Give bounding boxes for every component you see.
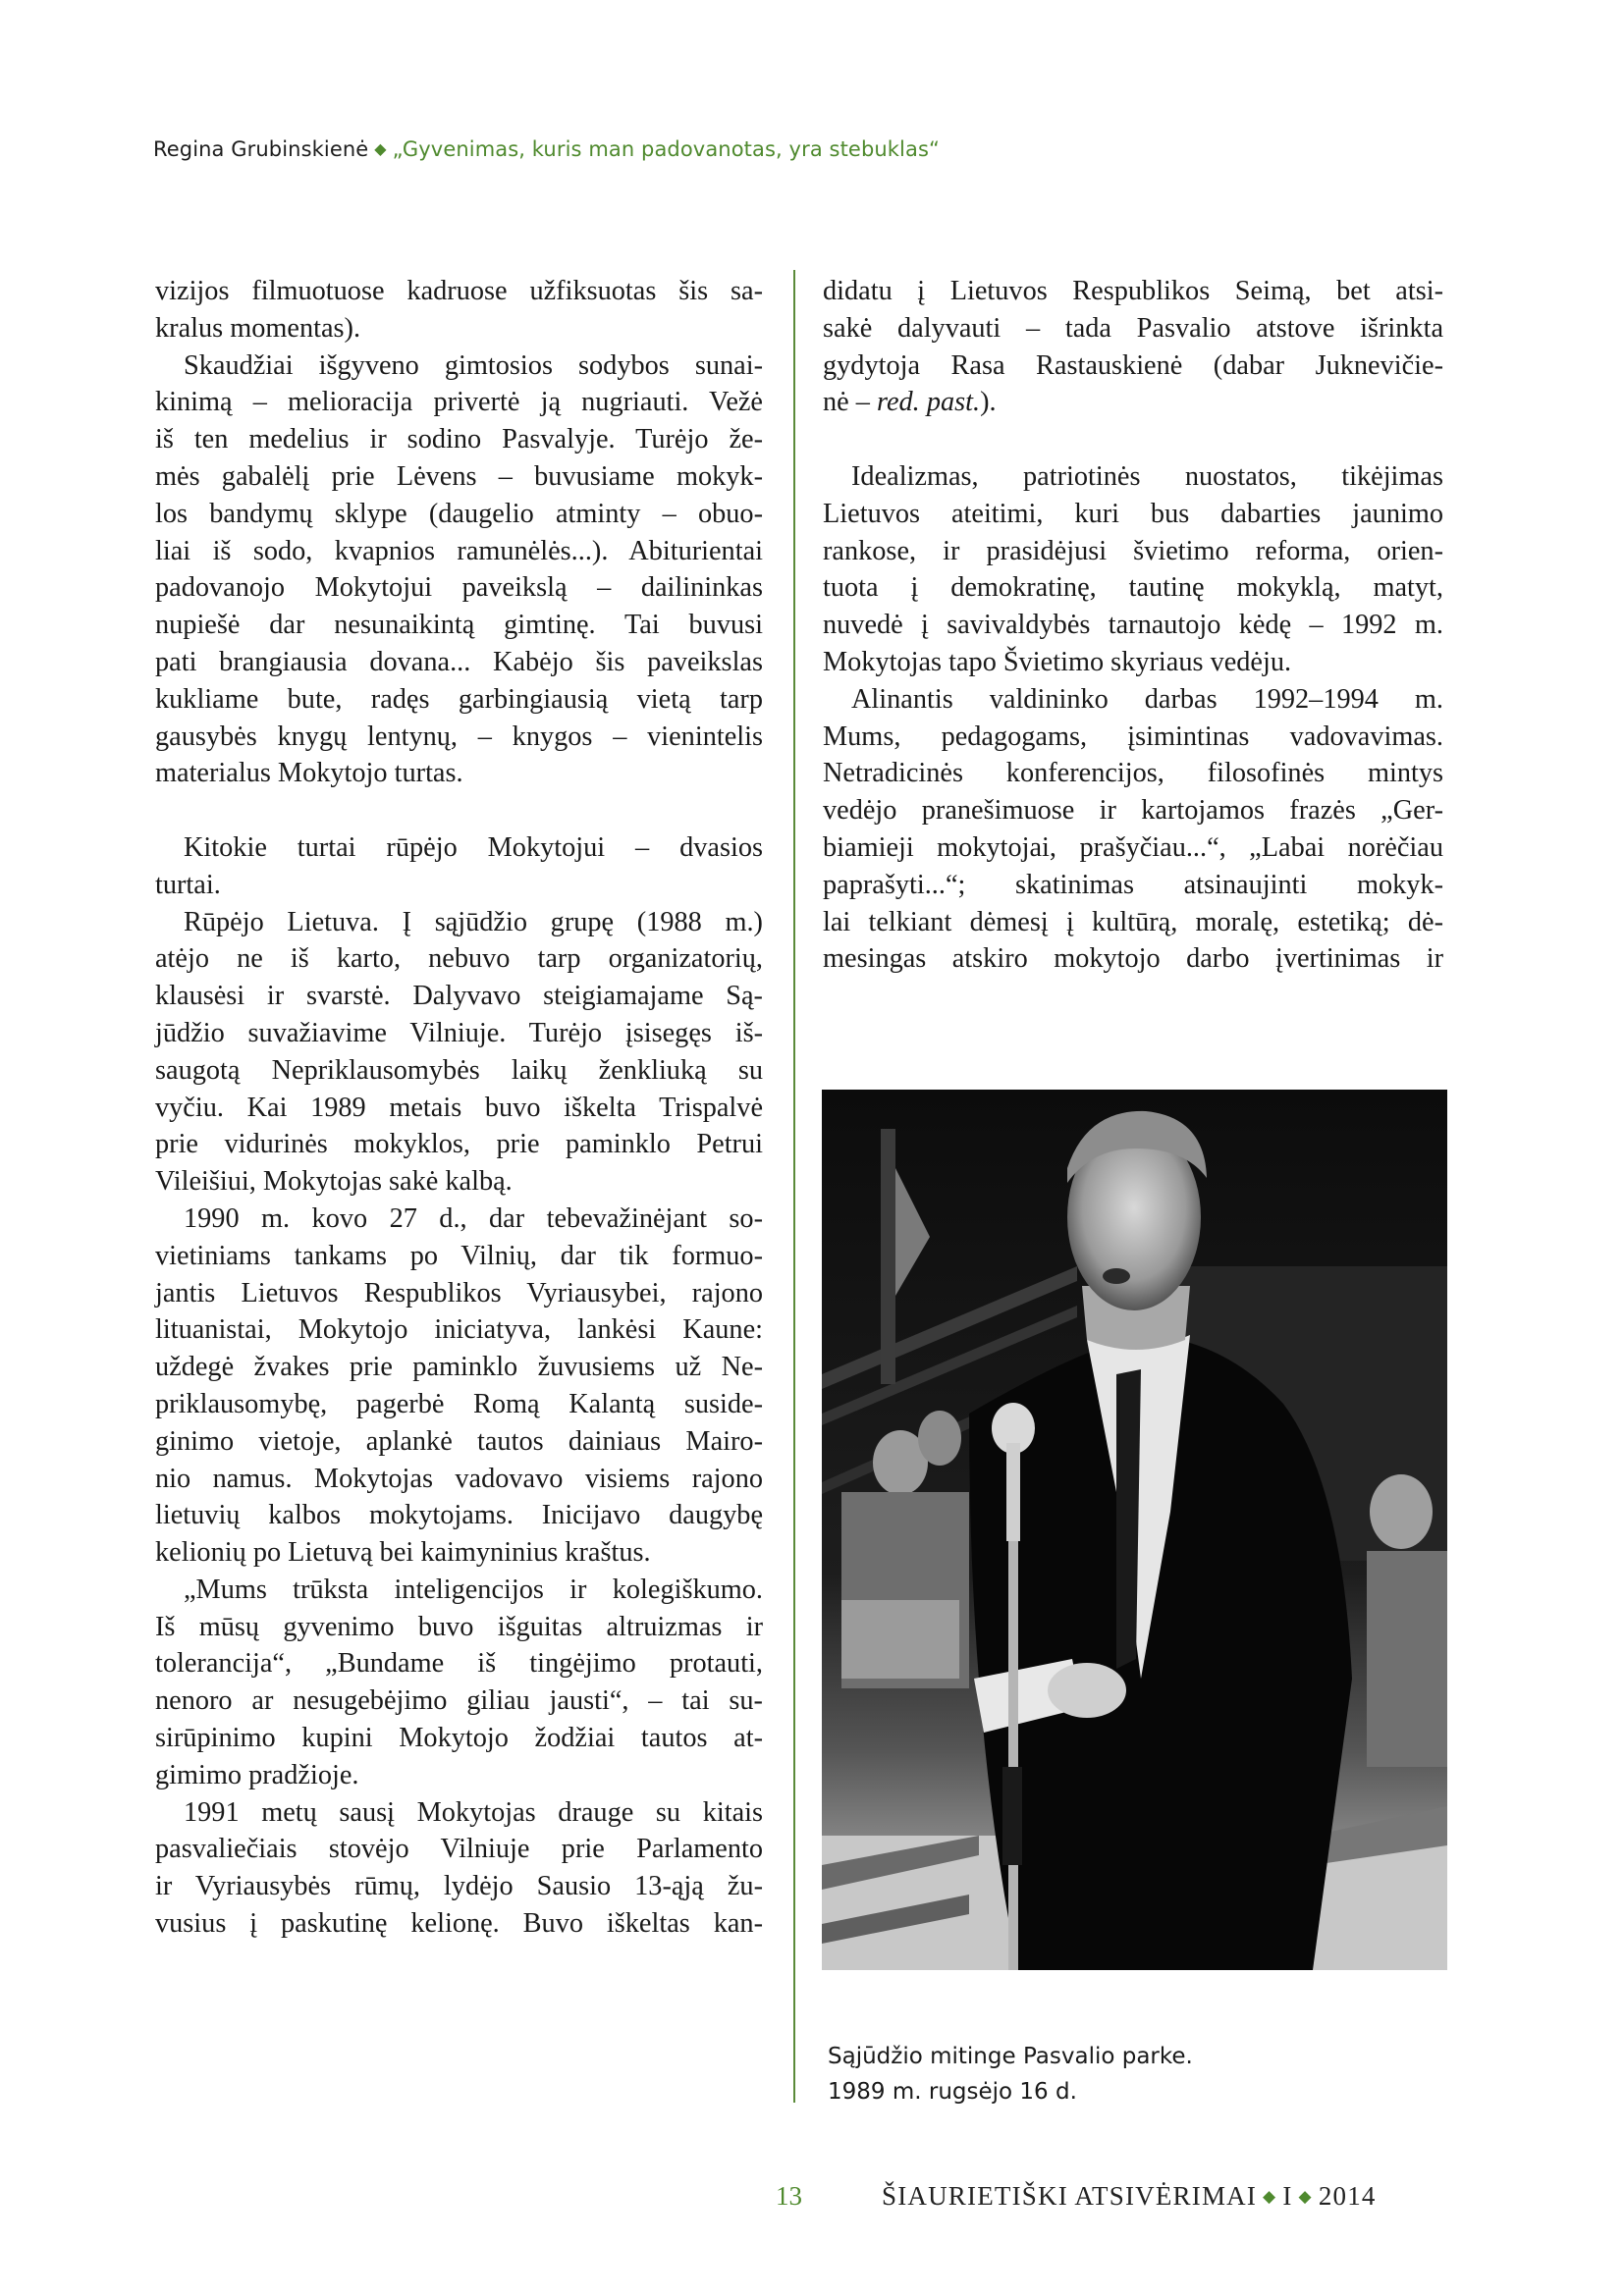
text-line: vietiniams tankams po Vilnių, dar tik formuo- — [155, 1240, 763, 1271]
text-line: „Mums trūksta inteligencijos ir kolegiškumo. — [184, 1574, 763, 1605]
diamond-icon: ◆ — [374, 139, 387, 158]
text-fragment: ). — [980, 387, 997, 418]
text-line: vizijos filmuotuose kadruose užfiksuotas šis sa- — [155, 276, 763, 306]
text-line: los bandymų sklype (daugelio atminty – obuo- — [155, 498, 763, 529]
text-line: gausybės knygų lentynų, – knygos – vienintelis — [155, 721, 763, 752]
text-line: 1990 m. kovo 27 d., dar tebevažinėjant so- — [184, 1202, 763, 1234]
text-line: priklausomybę, pagerbė Romą Kalantą suside- — [155, 1388, 763, 1419]
text-line: Iš mūsų gyvenimo buvo išguitas altruizmas ir — [155, 1611, 763, 1642]
text-line — [823, 384, 1443, 421]
text-line: vyčiu. Kai 1989 metais buvo iškelta Trispalvė — [155, 1092, 763, 1123]
paragraph — [155, 829, 763, 904]
paragraph — [823, 273, 1443, 421]
journal-name: ŠIAURIETIŠKI ATSIVĖRIMAI — [882, 2181, 1258, 2211]
text-line: materialus Mokytojo turtas. — [155, 758, 463, 789]
running-header — [153, 137, 940, 161]
editor-note: red. past. — [877, 387, 981, 418]
paragraph — [155, 273, 763, 347]
text-line: iš ten medelius ir sodino Pasvalyje. Turėjo že- — [155, 424, 763, 455]
text-line: jūdžio suvažiavime Vilniuje. Turėjo įsisegęs iš- — [155, 1017, 763, 1048]
text-line: vedėjo pranešimuose ir kartojamos frazės „Ger- — [823, 795, 1443, 827]
text-line: nupiešė dar nesunaikintą gimtinę. Tai buvusi — [155, 610, 763, 641]
caption-line-2: 1989 m. rugsėjo 16 d. — [828, 2079, 1077, 2105]
photo-illustration — [822, 1090, 1447, 1970]
text-line: sirūpinimo kupini Mokytojo žodžiai tautos at- — [155, 1723, 763, 1754]
text-line: mės gabalėlį prie Lėvens – buvusiame mokyk- — [155, 460, 763, 492]
text-line: ir Vyriausybės rūmų, lydėjo Sausio 13-ąją žu- — [155, 1871, 763, 1902]
journal-year: 2014 — [1318, 2181, 1377, 2211]
paragraph — [155, 347, 763, 793]
text-line: lai telkiant dėmesį į kultūrą, moralę, estetiką; dė- — [823, 906, 1443, 937]
text-line: didatu į Lietuvos Respublikos Seimą, bet atsi- — [823, 276, 1443, 306]
paragraph — [155, 1794, 763, 1943]
text-line: vusius į paskutinę kelionę. Buvo iškeltas kan- — [155, 1908, 763, 1940]
text-line: nio namus. Mokytojas vadovavo visiems rajono — [155, 1463, 763, 1494]
text-line: paprašyti...“; skatinimas atsinaujinti mokyk- — [823, 869, 1443, 900]
text-line: turtai. — [155, 869, 221, 900]
diamond-icon: ◆ — [1298, 2187, 1313, 2206]
photo-caption — [828, 2039, 1193, 2109]
text-fragment: nė – — [823, 387, 878, 418]
journal-footer — [882, 2181, 1377, 2212]
header-article-title: „Gyvenimas, kuris man padovanotas, yra stebuklas“ — [392, 137, 940, 161]
text-line: nuvedė į savivaldybės tarnautojo kėdę – 1992 m. — [823, 610, 1443, 641]
text-line: mesingas atskiro mokytojo darbo įvertinimas ir — [823, 943, 1443, 975]
text-line: Vileišiui, Mokytojas sakė kalbą. — [155, 1166, 513, 1198]
text-line: kelionių po Lietuvą bei kaimyninius kraštus. — [155, 1537, 651, 1569]
text-line: kukliame bute, radęs garbingiausią vietą tarp — [155, 683, 763, 715]
text-line: Skaudžiai išgyveno gimtosios sodybos sunai- — [184, 349, 763, 381]
text-line: biamieji mokytojai, prašyčiau...“, „Labai norėčiau — [823, 831, 1443, 863]
text-line: Kitokie turtai rūpėjo Mokytojui – dvasios — [184, 831, 763, 863]
text-line: 1991 metų sausį Mokytojas drauge su kitais — [184, 1796, 763, 1828]
text-line: Lietuvos ateitimi, kuri bus dabarties jaunimo — [823, 498, 1443, 529]
page-number: 13 — [776, 2181, 802, 2211]
paragraph — [155, 1572, 763, 1794]
paragraph — [823, 458, 1443, 681]
text-line: Mokytojas tapo Švietimo skyriaus vedėju. — [823, 646, 1292, 677]
text-line: sakė dalyvauti – tada Pasvalio atstove išrinkta — [823, 312, 1443, 344]
right-text-column — [823, 273, 1443, 978]
text-line: ginimo vietoje, aplankė tautos dainiaus Mairo- — [155, 1425, 763, 1457]
text-line: pasvaliečiais stovėjo Vilniuje prie Parlamento — [155, 1834, 763, 1865]
text-line: prie vidurinės mokyklos, prie paminklo Petrui — [155, 1129, 763, 1160]
text-line: uždegė žvakes prie paminklo žuvusiems už Ne- — [155, 1352, 763, 1383]
text-line: Mums, pedagogams, įsimintinas vadovavimas. — [823, 721, 1443, 752]
text-line: klausėsi ir svarstė. Dalyvavo steigiamajame Są- — [155, 981, 763, 1012]
diamond-icon: ◆ — [1263, 2187, 1277, 2206]
journal-issue: I — [1282, 2181, 1293, 2211]
text-line: rankose, ir prasidėjusi švietimo reforma, orien- — [823, 535, 1443, 566]
text-line: jantis Lietuvos Respublikos Vyriausybei, rajono — [155, 1277, 763, 1308]
paragraph — [823, 681, 1443, 978]
text-line: Idealizmas, patriotinės nuostatos, tikėjimas — [851, 460, 1443, 492]
text-line: atėjo ne iš karto, nebuvo tarp organizatorių, — [155, 943, 763, 975]
text-line: tuota į demokratinę, tautinę mokyklą, matyt, — [823, 572, 1443, 604]
text-line: liai iš sodo, kvapnios ramunėlės...). Abiturientai — [155, 535, 763, 566]
text-line: gimimo pradžioje. — [155, 1759, 359, 1790]
text-line: Alinantis valdininko darbas 1992–1994 m. — [851, 683, 1443, 715]
text-line: Rūpėjo Lietuva. Į sąjūdžio grupę (1988 m.) — [184, 906, 763, 937]
paragraph — [155, 904, 763, 1201]
text-line: pati brangiausia dovana... Kabėjo šis paveikslas — [155, 646, 763, 677]
text-line: kinimą – melioracija privertė ją nugriauti. Vežė — [155, 387, 763, 418]
left-text-column — [155, 273, 763, 1943]
text-line: gydytoja Rasa Rastauskienė (dabar Juknevičie- — [823, 349, 1443, 381]
paragraph — [155, 1201, 763, 1572]
header-author: Regina Grubinskienė — [153, 137, 369, 161]
text-line: nenoro ar nesugebėjimo giliau jausti“, – tai su- — [155, 1685, 763, 1717]
text-line: kralus momentas). — [155, 312, 361, 344]
text-line: lietuvių kalbos mokytojams. Inicijavo daugybę — [155, 1500, 763, 1531]
text-line: saugotą Nepriklausomybės laikų ženkliuką su — [155, 1054, 763, 1086]
text-line: padovanojo Mokytojui paveikslą – dailininkas — [155, 572, 763, 604]
speaker-photo — [822, 1090, 1447, 1970]
column-divider — [793, 270, 795, 2103]
caption-line-1: Sąjūdžio mitinge Pasvalio parke. — [828, 2044, 1193, 2069]
text-line: Netradicinės konferencijos, filosofinės mintys — [823, 758, 1443, 789]
text-line: lituanistai, Mokytojo iniciatyva, lankėsi Kaune: — [155, 1314, 763, 1346]
text-line: tolerancija“, „Bundame iš tingėjimo protauti, — [155, 1648, 763, 1680]
